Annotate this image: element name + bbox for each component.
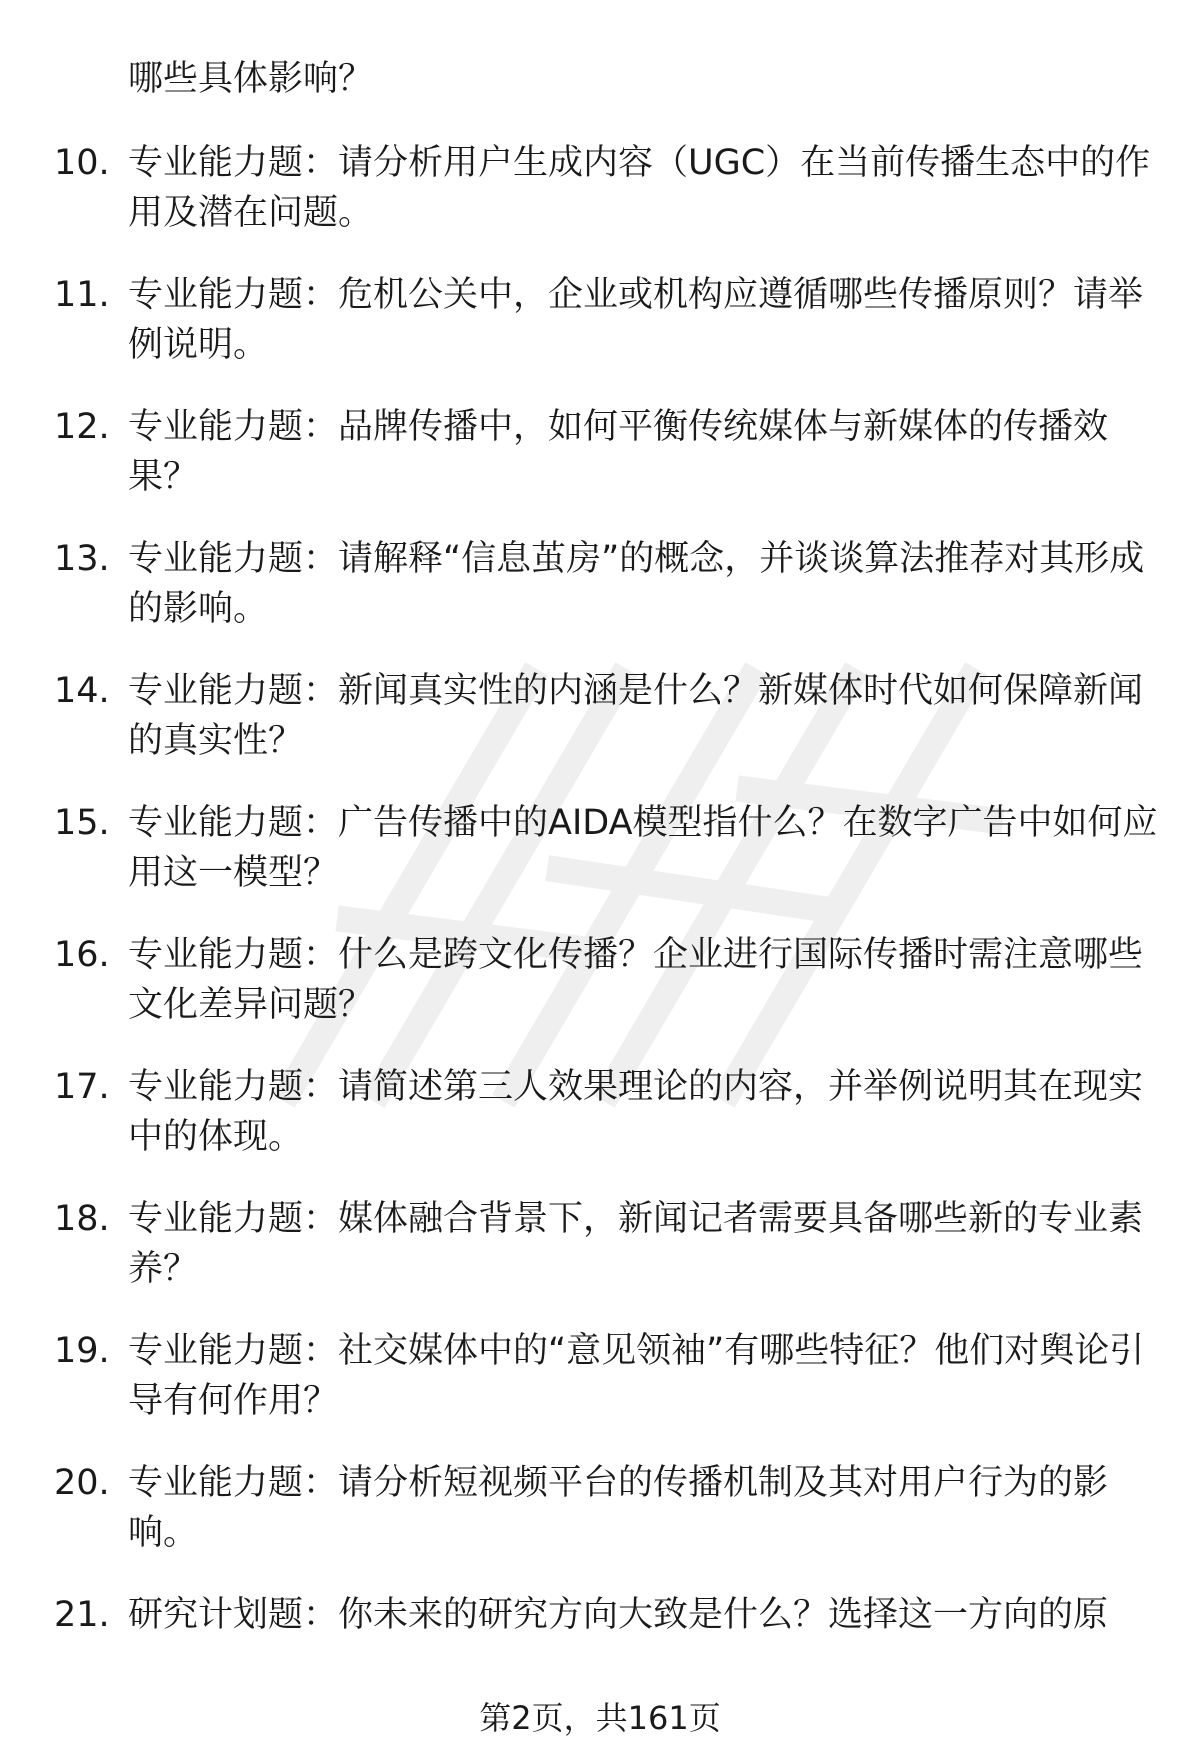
question-text: 研究计划题：你未来的研究方向大致是什么？选择这一方向的原 bbox=[128, 1595, 1109, 1635]
question-text: 专业能力题：请简述第三人效果理论的内容，并举例说明其在现实中的体现。 bbox=[128, 1067, 1144, 1157]
question-list bbox=[0, 138, 1200, 1722]
question-text: 专业能力题：媒体融合背景下，新闻记者需要具备哪些新的专业素养？ bbox=[128, 1199, 1144, 1289]
question-number: 18. bbox=[54, 1199, 110, 1239]
question-number: 14. bbox=[54, 671, 110, 711]
question-text: 专业能力题：什么是跨文化传播？企业进行国际传播时需注意哪些文化差异问题？ bbox=[128, 935, 1144, 1025]
question-text: 专业能力题：请解释“信息茧房”的概念，并谈谈算法推荐对其形成的影响。 bbox=[128, 539, 1145, 629]
continued-question-text: 哪些具体影响？ bbox=[128, 59, 374, 99]
question-number: 12. bbox=[54, 407, 110, 447]
question-text: 专业能力题：品牌传播中，如何平衡传统媒体与新媒体的传播效果？ bbox=[128, 407, 1109, 497]
question-number: 16. bbox=[54, 935, 110, 975]
question-number: 20. bbox=[54, 1463, 110, 1503]
question-number: 21. bbox=[54, 1595, 110, 1635]
question-text: 专业能力题：危机公关中，企业或机构应遵循哪些传播原则？请举例说明。 bbox=[128, 275, 1144, 365]
question-number: 11. bbox=[54, 275, 110, 315]
list-item bbox=[0, 1326, 1200, 1458]
list-item bbox=[0, 402, 1200, 534]
question-number: 15. bbox=[54, 803, 110, 843]
question-text: 专业能力题：广告传播中的AIDA模型指什么？在数字广告中如何应用这一模型？ bbox=[128, 803, 1158, 893]
question-number: 10. bbox=[54, 143, 110, 183]
list-item bbox=[0, 138, 1200, 270]
list-item bbox=[0, 1458, 1200, 1590]
question-number: 13. bbox=[54, 539, 110, 579]
list-item bbox=[0, 930, 1200, 1062]
list-item bbox=[0, 666, 1200, 798]
list-item bbox=[0, 1194, 1200, 1326]
question-text: 专业能力题：新闻真实性的内涵是什么？新媒体时代如何保障新闻的真实性？ bbox=[128, 671, 1144, 761]
question-number: 17. bbox=[54, 1067, 110, 1107]
question-text: 专业能力题：请分析用户生成内容（UGC）在当前传播生态中的作用及潜在问题。 bbox=[128, 143, 1151, 233]
question-number: 19. bbox=[54, 1331, 110, 1371]
list-item bbox=[0, 798, 1200, 930]
question-text: 专业能力题：请分析短视频平台的传播机制及其对用户行为的影响。 bbox=[128, 1463, 1109, 1553]
page-footer: 第2页，共161页 bbox=[479, 1699, 721, 1737]
list-item bbox=[0, 270, 1200, 402]
question-text: 专业能力题：社交媒体中的“意见领袖”有哪些特征？他们对舆论引导有何作用？ bbox=[128, 1331, 1145, 1421]
list-item bbox=[0, 1062, 1200, 1194]
list-item bbox=[0, 534, 1200, 666]
